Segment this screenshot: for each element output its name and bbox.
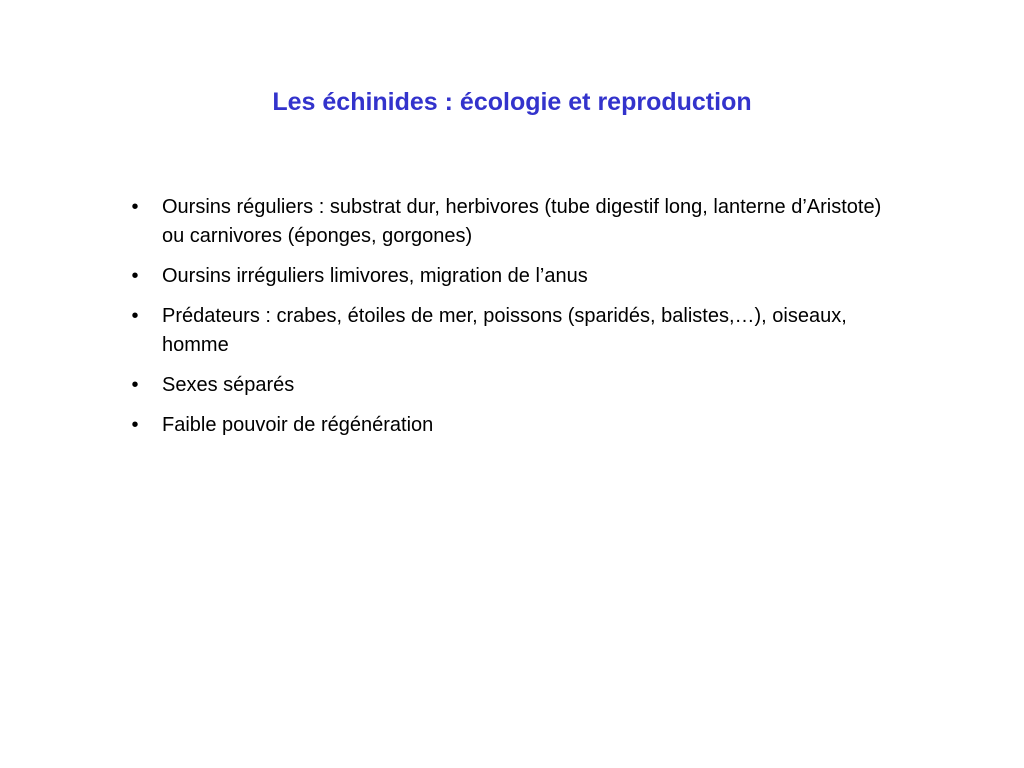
- bullet-list: [120, 193, 890, 451]
- bullet-icon: •: [131, 196, 139, 218]
- bullet-icon: •: [131, 374, 139, 396]
- list-item: [120, 262, 890, 291]
- list-item: [120, 411, 890, 440]
- list-item: [120, 302, 890, 360]
- bullet-icon: •: [131, 414, 139, 436]
- list-item-text: Oursins irréguliers limivores, migration de l’anus: [162, 265, 588, 287]
- list-item: [120, 193, 890, 251]
- bullet-icon: •: [131, 265, 139, 287]
- list-item: [120, 371, 890, 400]
- list-item-text: Prédateurs : crabes, étoiles de mer, poissons (sparidés, balistes,…), oiseaux, homme: [162, 305, 847, 356]
- list-item-text: Faible pouvoir de régénération: [162, 414, 434, 436]
- slide-title: Les échinides : écologie et reproduction: [272, 88, 752, 116]
- list-item-text: Oursins réguliers : substrat dur, herbivores (tube digestif long, lanterne d’Aristote) ou carnivores (éponges, gorgones): [162, 196, 882, 247]
- bullet-icon: •: [131, 305, 139, 327]
- list-item-text: Sexes séparés: [162, 374, 295, 396]
